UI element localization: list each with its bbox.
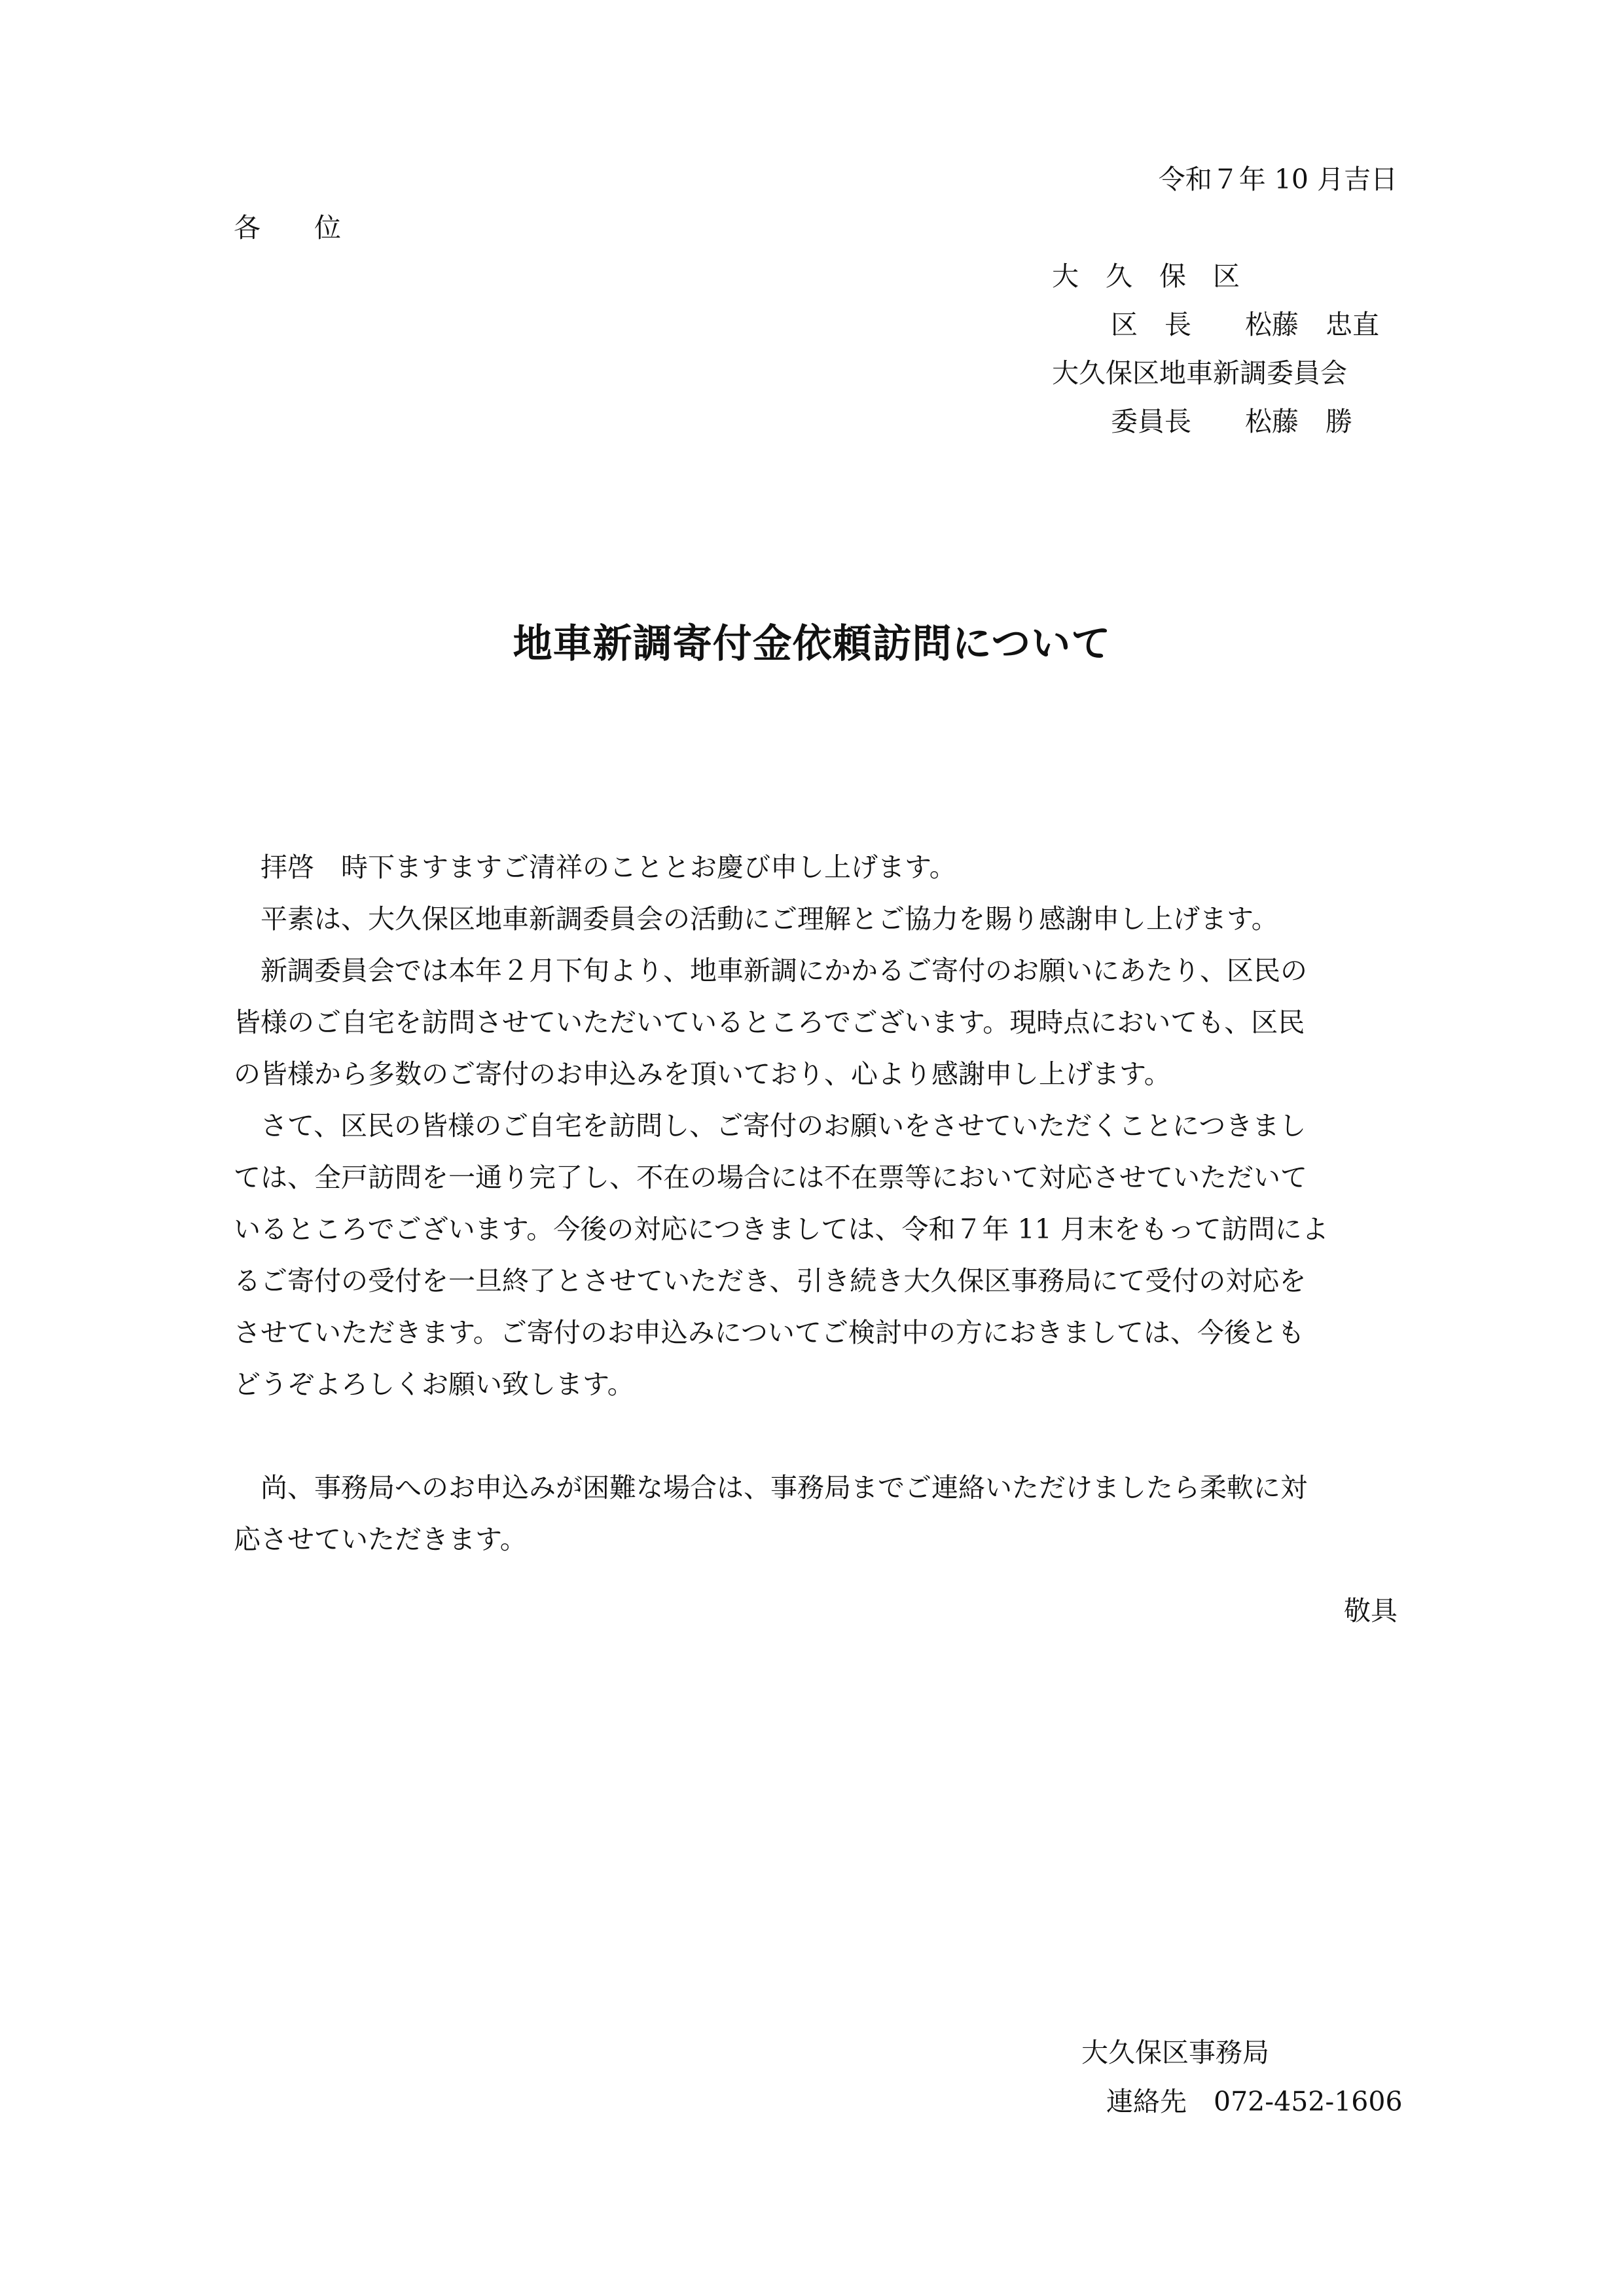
closing-word: 敬具 — [1344, 1595, 1398, 1626]
sender-committee-head: 委員長 松藤 勝 — [1111, 406, 1352, 437]
body-line: いるところでございます。今後の対応につきましては、令和７年 11 月末をもって訪問によ — [234, 1213, 1329, 1245]
body-line: さて、区民の皆様のご自宅を訪問し、ご寄付のお願いをさせていただくことにつきまし — [234, 1110, 1307, 1141]
letter-title: 地車新調寄付金依頼訪問について — [513, 621, 1111, 667]
body-line: 平素は、大久保区地車新調委員会の活動にご理解とご協力を賜り感謝申し上げます。 — [234, 903, 1278, 935]
letter-body — [234, 842, 1399, 1566]
contact-phone: 連絡先 072-452-1606 — [1106, 2086, 1403, 2117]
paragraph-visits — [234, 945, 1399, 1100]
body-line: るご寄付の受付を一旦終了とさせていただき、引き続き大久保区事務局にて受付の対応を — [234, 1265, 1307, 1297]
paragraph-spacer — [234, 1410, 1399, 1462]
paragraph-schedule — [234, 1100, 1399, 1410]
letter-date: 令和７年 10 月吉日 — [1158, 164, 1398, 195]
body-line: 尚、事務局へのお申込みが困難な場合は、事務局までご連絡いただけましたら柔軟に対 — [234, 1472, 1307, 1503]
body-line: ては、全戸訪問を一通り完了し、不在の場合には不在票等において対応させていただいて — [234, 1162, 1307, 1193]
body-line: 皆様のご自宅を訪問させていただいているところでございます。現時点においても、区民 — [234, 1007, 1305, 1038]
body-line: 拝啓 時下ますますご清祥のこととお慶び申し上げます。 — [234, 852, 956, 883]
sender-district-head: 区 長 松藤 忠直 — [1111, 309, 1379, 340]
body-line: 新調委員会では本年２月下旬より、地車新調にかかるご寄付のお願いにあたり、区民の — [234, 955, 1307, 986]
paragraph-thanks — [234, 893, 1399, 945]
paragraph-greeting — [234, 842, 1399, 893]
body-line: どうぞよろしくお願い致します。 — [234, 1369, 634, 1400]
sender-district: 大 久 保 区 — [1052, 260, 1240, 292]
body-line: の皆様から多数のご寄付のお申込みを頂いており、心より感謝申し上げます。 — [234, 1058, 1171, 1090]
paragraph-note — [234, 1462, 1399, 1566]
sender-committee: 大久保区地車新調委員会 — [1052, 357, 1347, 389]
recipient: 各 位 — [234, 212, 341, 243]
office-name: 大久保区事務局 — [1081, 2037, 1269, 2068]
body-line: させていただきます。ご寄付のお申込みについてご検討中の方におきましては、今後とも — [234, 1317, 1305, 1348]
body-line: 応させていただきます。 — [234, 1524, 527, 1555]
